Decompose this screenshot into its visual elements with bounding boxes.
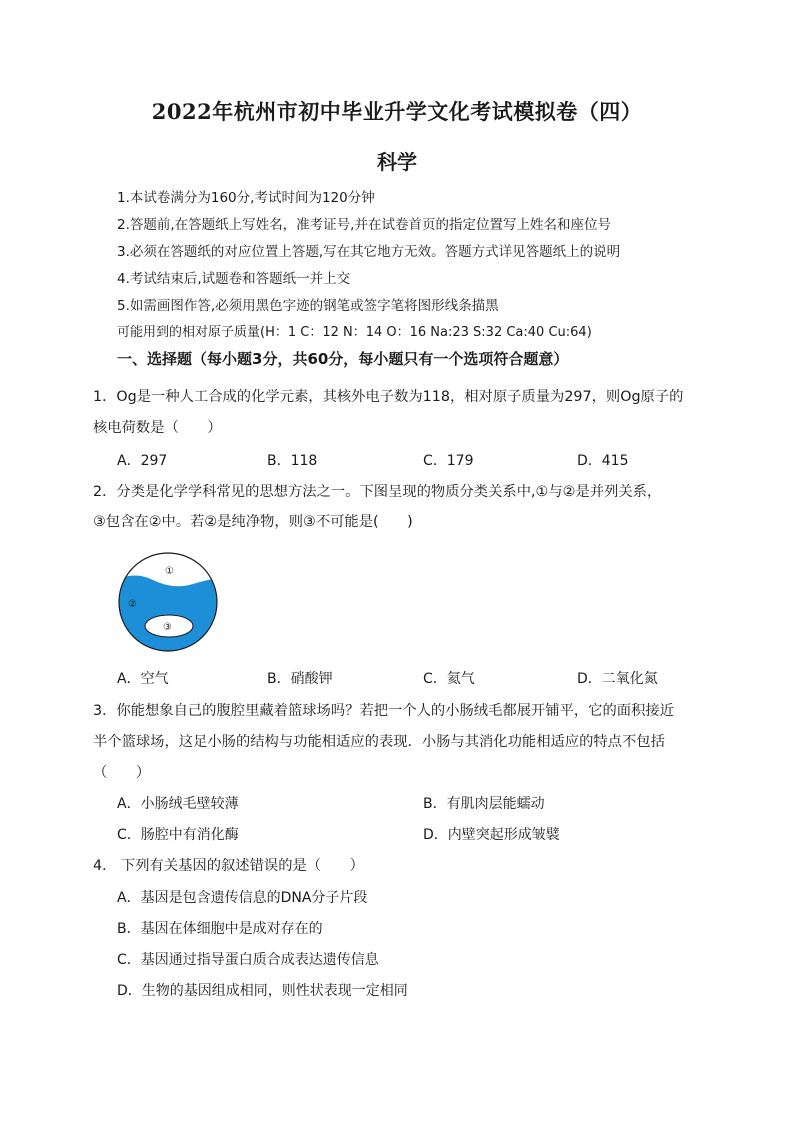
q3-option-a: A．小肠绒毛壁较薄 [117, 796, 239, 812]
note-3: 3.必须在答题纸的对应位置上答题,写在其它地方无效。答题方式详见答题纸上的说明 [117, 244, 621, 260]
q4-option-b: B．基因在体细胞中是成对存在的 [117, 921, 323, 937]
q3-text-line1: 3．你能想象自己的腹腔里藏着篮球场吗？若把一个人的小肠绒毛都展开铺平，它的面积接近 [93, 703, 674, 719]
q2-option-b: B．硝酸钾 [267, 671, 333, 687]
label-1: ① [165, 566, 174, 577]
note-1: 1.本试卷满分为160分,考试时间为120分钟 [117, 190, 375, 206]
exam-title: 2022年杭州市初中毕业升学文化考试模拟卷（四） [151, 99, 643, 124]
section-heading: 一、选择题（每小题3分，共60分，每小题只有一个选项符合题意） [117, 350, 569, 368]
q2-text-line1: 2．分类是化学学科常见的思想方法之一。下图呈现的物质分类关系中,①与②是并列关系， [93, 484, 662, 500]
q3-text-line3: （ ） [93, 765, 151, 781]
q2-option-a: A．空气 [117, 671, 169, 687]
q1-text-line1: 1．Og是一种人工合成的化学元素，其核外电子数为118，相对原子质量为297，则Og原子的 [93, 389, 684, 405]
q1-text-line2: 核电荷数是（ ） [93, 420, 222, 436]
note-2: 2.答题前,在答题纸上写姓名，准考证号,并在试卷首页的指定位置写上姓名和座位号 [117, 217, 611, 233]
q4-text: 4． 下列有关基因的叙述错误的是（ ） [93, 858, 364, 874]
subject-title: 科学 [377, 150, 417, 174]
q2-option-d: D．二氧化氮 [577, 671, 658, 687]
q3-option-d: D．内壁突起形成皱襞 [423, 827, 560, 843]
q4-option-d: D．生物的基因组成相同，则性状表现一定相同 [117, 983, 408, 999]
q3-option-b: B．有肌肉层能蠕动 [423, 796, 545, 812]
q3-option-c: C．肠腔中有消化酶 [117, 827, 239, 843]
q1-option-a: A．297 [117, 453, 168, 469]
q1-option-b: B．118 [267, 453, 318, 469]
q4-option-c: C．基因通过指导蛋白质合成表达遗传信息 [117, 952, 379, 968]
q2-text-line2: ③包含在②中。若②是纯净物，则③不可能是( ) [93, 514, 413, 530]
q1-option-d: D．415 [577, 453, 629, 469]
note-5: 5.如需画图作答,必须用黑色字迹的钢笔或签字笔将图形线条描黑 [117, 298, 499, 314]
classification-diagram [113, 552, 223, 652]
atomic-mass-note: 可能用到的相对原子质量(H：1 C：12 N：14 O：16 Na:23 S:32 Ca:40 Cu:64) [117, 325, 592, 340]
label-2: ② [128, 599, 137, 610]
note-4: 4.考试结束后,试题卷和答题纸一并上交 [117, 271, 351, 287]
q1-option-c: C．179 [423, 453, 474, 469]
q2-option-c: C．氦气 [423, 671, 475, 687]
region-2-shape [113, 575, 223, 652]
q4-option-a: A．基因是包含遗传信息的DNA分子片段 [117, 890, 368, 906]
q3-text-line2: 半个篮球场，这足小肠的结构与功能相适应的表现．小肠与其消化功能相适应的特点不包括 [93, 734, 665, 750]
label-3: ③ [163, 622, 172, 633]
